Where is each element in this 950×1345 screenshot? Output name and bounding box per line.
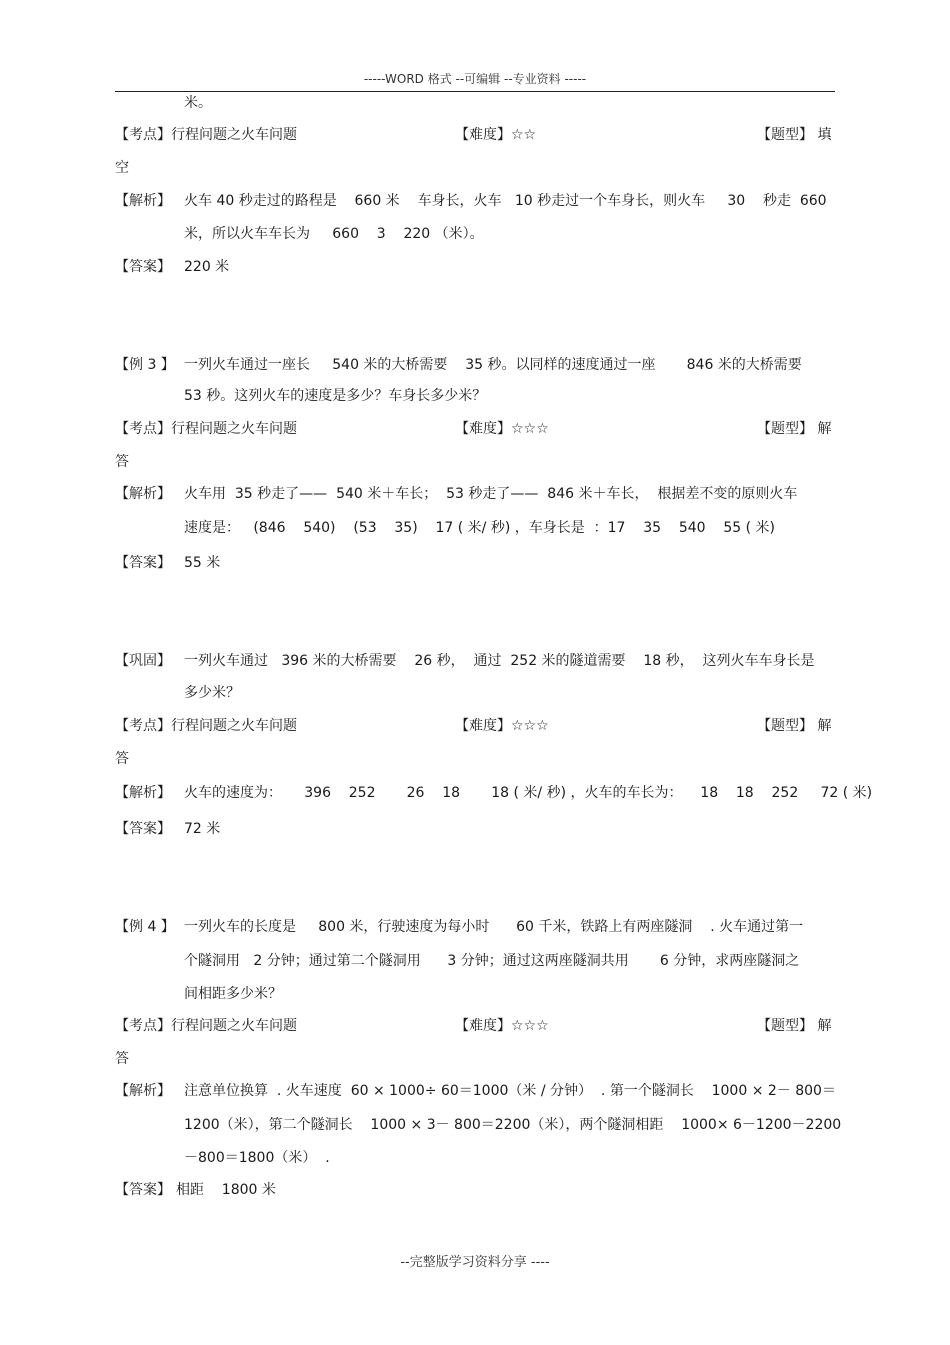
jiexi-tag: 【解析】 bbox=[115, 1083, 171, 1099]
question-tag: 【例 3 】 bbox=[115, 357, 175, 373]
question-line: 多少米？ bbox=[184, 685, 240, 701]
jiexi-line: 速度是： (846 540) (53 35) 17 ( 米/ 秒) ，车身长是 ：17 35 540 55 ( 米) bbox=[184, 520, 776, 536]
question-line: 间相距多少米？ bbox=[184, 986, 282, 1002]
jiexi-line: 1200（米），第二个隧洞长 1000 × 3－ 800＝2200（米），两个隧洞相距 1000× 6－1200－2200 bbox=[184, 1117, 842, 1133]
daan-tag: 【答案】 bbox=[115, 1182, 171, 1198]
jiexi-line: 火车的速度为： 396 252 26 18 18 ( 米/ 秒) ，火车的车长为： 18 18 252 72 ( 米) bbox=[184, 785, 873, 801]
question-line: 一列火车的长度是 800 米，行驶速度为每小时 60 千米，铁路上有两座隧洞 . 火车通过第一 bbox=[184, 919, 804, 935]
jiexi-line: 火车用 35 秒走了—— 540 米＋车长； 53 秒走了—— 846 米＋车长， 根据差不变的原则火车 bbox=[184, 486, 798, 502]
tixing-label: 【题型】 解 bbox=[757, 718, 832, 734]
kaodian-label: 【考点】行程问题之火车问题 bbox=[115, 1018, 297, 1034]
jiexi-line: 注意单位换算 . 火车速度 60 × 1000÷ 60＝1000（米 / 分钟） . 第一个隧洞长 1000 × 2－ 800＝ bbox=[184, 1083, 836, 1099]
nandu-label: 【难度】☆☆ bbox=[455, 127, 537, 143]
jiexi-tag: 【解析】 bbox=[115, 193, 171, 209]
tixing-label: 【题型】 解 bbox=[757, 1018, 832, 1034]
nandu-label: 【难度】☆☆☆ bbox=[455, 718, 549, 734]
jiexi-tag: 【解析】 bbox=[115, 785, 171, 801]
question-line: 一列火车通过 396 米的大桥需要 26 秒， 通过 252 米的隧道需要 18 秒， 这列火车车身长是 bbox=[184, 653, 815, 669]
daan-value: 220 米 bbox=[184, 259, 230, 275]
daan-value: 相距 1800 米 bbox=[176, 1182, 276, 1198]
tixing-wrap: 答 bbox=[115, 751, 129, 767]
question-line: 53 秒。这列火车的速度是多少？车身长多少米？ bbox=[184, 388, 487, 404]
question-tag: 【例 4 】 bbox=[115, 919, 175, 935]
jiexi-tag: 【解析】 bbox=[115, 486, 171, 502]
nandu-label: 【难度】☆☆☆ bbox=[455, 1018, 549, 1034]
page-footer: --完整版学习资料分享 ---- bbox=[400, 1255, 550, 1270]
daan-tag: 【答案】 bbox=[115, 821, 171, 837]
tixing-wrap: 答 bbox=[115, 454, 129, 470]
top-continuation: 米。 bbox=[184, 95, 212, 111]
kaodian-label: 【考点】行程问题之火车问题 bbox=[115, 127, 297, 143]
jiexi-line: －800＝1800（米） . bbox=[184, 1150, 330, 1166]
tixing-wrap: 答 bbox=[115, 1051, 129, 1067]
page-header: -----WORD 格式 --可编辑 --专业资料 ----- bbox=[363, 72, 587, 86]
jiexi-line: 火车 40 秒走过的路程是 660 米 车身长，火车 10 秒走过一个车身长，则火车 30 秒走 660 bbox=[184, 193, 827, 209]
kaodian-label: 【考点】行程问题之火车问题 bbox=[115, 421, 297, 437]
tixing-label: 【题型】 解 bbox=[757, 421, 832, 437]
daan-value: 72 米 bbox=[184, 821, 221, 837]
daan-value: 55 米 bbox=[184, 555, 221, 571]
kaodian-label: 【考点】行程问题之火车问题 bbox=[115, 718, 297, 734]
nandu-label: 【难度】☆☆☆ bbox=[455, 421, 549, 437]
header-divider bbox=[115, 91, 835, 92]
question-line: 一列火车通过一座长 540 米的大桥需要 35 秒。以同样的速度通过一座 846 米的大桥需要 bbox=[184, 357, 802, 373]
tixing-label: 【题型】 填 bbox=[757, 127, 832, 143]
tixing-wrap: 空 bbox=[115, 160, 129, 176]
question-tag: 【巩固】 bbox=[115, 653, 171, 669]
daan-tag: 【答案】 bbox=[115, 555, 171, 571]
jiexi-line: 米，所以火车车长为 660 3 220 （米）。 bbox=[184, 226, 484, 242]
question-line: 个隧洞用 2 分钟；通过第二个隧洞用 3 分钟；通过这两座隧洞共用 6 分钟，求两座隧洞之 bbox=[184, 953, 800, 969]
daan-tag: 【答案】 bbox=[115, 259, 171, 275]
